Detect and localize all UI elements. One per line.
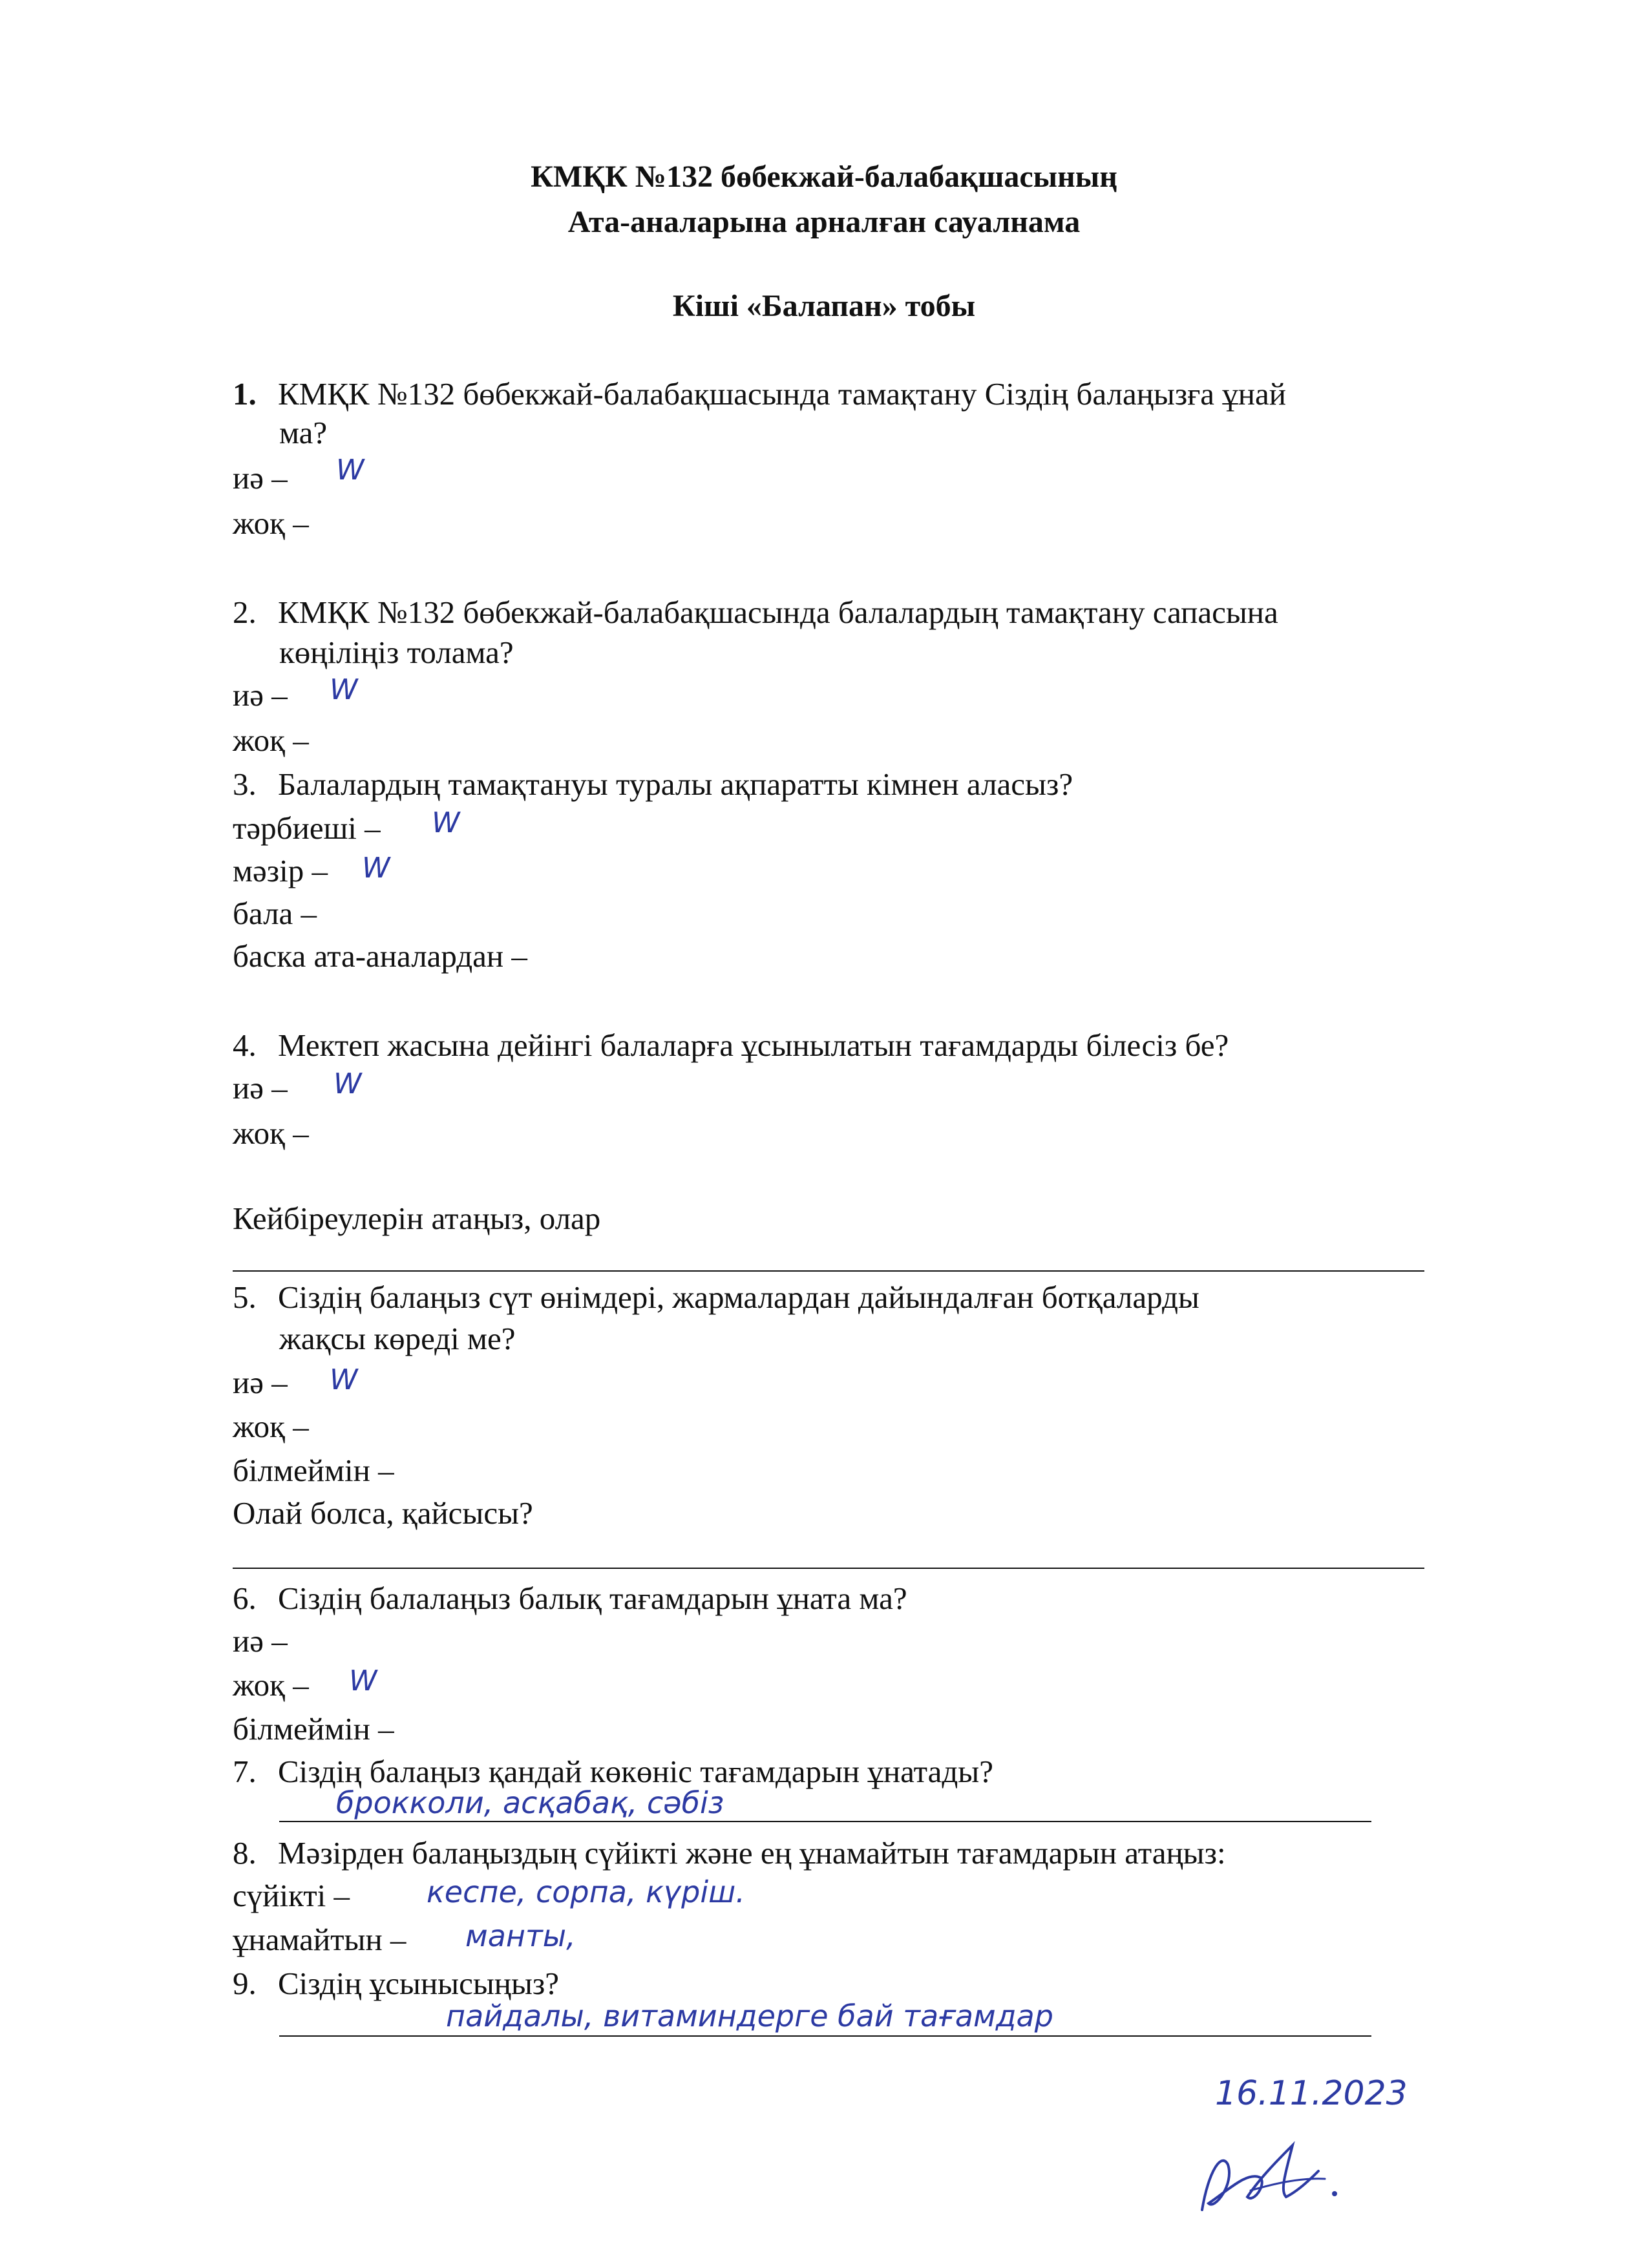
q8-favorite-handwritten-answer: кеспе, сорпа, күріш. [427, 1874, 745, 1909]
handwritten-date: 16.11.2023 [1215, 2074, 1408, 2113]
signature-icon [1189, 2132, 1357, 2229]
q1-yes-label: иә – [233, 460, 288, 496]
q4-number: 4. [233, 1027, 257, 1063]
q8-text [233, 1834, 1226, 1873]
q5-text [233, 1278, 1199, 1317]
q8-favorite-label: сүйікті – [233, 1878, 350, 1913]
q2-number: 2. [233, 594, 257, 630]
q1-no-label: жоқ – [233, 505, 309, 541]
group-name: Кіші «Балапан» тобы [672, 289, 976, 323]
q5-followup: Олай болса, қайсысы? [233, 1495, 533, 1531]
q5-line2: жақсы көреді ме? [279, 1321, 516, 1356]
q3-menu-check-mark: W [362, 852, 390, 885]
q3-number: 3. [233, 766, 257, 802]
q1-number: 1. [233, 376, 257, 412]
q8-number: 8. [233, 1835, 257, 1871]
q4-text [233, 1026, 1229, 1065]
q1-line2: ма? [279, 415, 328, 450]
title-line-1: КМҚК №132 бөбекжай-балабақшасының [531, 160, 1117, 194]
q3-option-teacher: тәрбиеші – [233, 810, 381, 846]
q6-yes-label: иә – [233, 1623, 288, 1659]
q9-handwritten-answer: пайдалы, витаминдерге бай тағамдар [446, 1999, 1053, 2033]
q5-line1: Сіздің балаңыз сүт өнімдері, жармалардан дайындалған ботқаларды [278, 1279, 1199, 1315]
q9-text [233, 1964, 559, 2003]
q2-no-label: жоқ – [233, 722, 309, 758]
q6-no-check-mark: W [349, 1664, 377, 1697]
q3-option-other-parents: баска ата-аналардан – [233, 938, 527, 974]
q2-text [233, 593, 1278, 632]
q7-handwritten-answer: брокколи, асқабақ, сәбіз [336, 1785, 724, 1820]
q2-yes-check-mark: W [330, 673, 358, 706]
q5-yes-label: иә – [233, 1365, 288, 1400]
q7-number: 7. [233, 1754, 257, 1789]
q9-number: 9. [233, 1966, 257, 2001]
q3-option-menu: мәзір – [233, 853, 328, 888]
q5-answer-line [233, 1568, 1424, 1569]
q2-line1: КМҚК №132 бөбекжай-балабақшасында балалардың тамақтану сапасына [278, 594, 1278, 630]
q6-question: Сіздің балалаңыз балық тағамдарын ұната ма? [278, 1580, 907, 1616]
q4-question: Мектеп жасына дейінгі балаларға ұсынылатын тағамдарды білесіз бе? [278, 1027, 1229, 1063]
q4-yes-check-mark: W [333, 1067, 362, 1100]
q4-no-label: жоқ – [233, 1115, 309, 1151]
q3-text [233, 765, 1073, 804]
q9-question: Сіздің ұсынысыңыз? [278, 1966, 560, 2001]
q7-question: Сіздің балаңыз қандай көкөніс тағамдарын ұнатады? [278, 1754, 993, 1789]
q3-teacher-check-mark: W [432, 806, 460, 839]
q2-line2: көңіліңіз толама? [279, 635, 514, 670]
q1-line1: КМҚК №132 бөбекжай-балабақшасында тамақтану Сіздің балаңызға ұнай [278, 376, 1286, 412]
title-line-2: Ата-аналарына арналған сауалнама [567, 205, 1081, 239]
q9-answer-line [279, 2035, 1371, 2037]
q1-yes-check-mark: W [336, 454, 364, 487]
q4-followup: Кейбіреулерін атаңыз, олар [233, 1201, 601, 1236]
q4-answer-line [233, 1270, 1424, 1272]
q8-question: Мәзірден балаңыздың сүйікті және ең ұнамайтын тағамдарын атаңыз: [278, 1835, 1226, 1871]
q6-number: 6. [233, 1580, 257, 1616]
q5-no-label: жоқ – [233, 1409, 309, 1444]
q4-yes-label: иә – [233, 1070, 288, 1106]
q6-dontknow-label: білмеймін – [233, 1711, 394, 1747]
q6-no-label: жоқ – [233, 1667, 309, 1703]
q8-dislike-handwritten-answer: манты, [465, 1918, 576, 1953]
q8-dislike-label: ұнамайтын – [233, 1922, 407, 1957]
q3-question: Балалардың тамақтануы туралы ақпаратты кімнен аласыз? [278, 766, 1073, 802]
q3-option-child: бала – [233, 896, 317, 931]
q6-text [233, 1579, 907, 1618]
q7-answer-line [279, 1821, 1371, 1822]
q5-yes-check-mark: W [330, 1363, 358, 1396]
q5-dontknow-label: білмеймін – [233, 1453, 394, 1488]
q5-number: 5. [233, 1279, 257, 1315]
q2-yes-label: иә – [233, 677, 288, 713]
q1-text [233, 375, 1286, 414]
